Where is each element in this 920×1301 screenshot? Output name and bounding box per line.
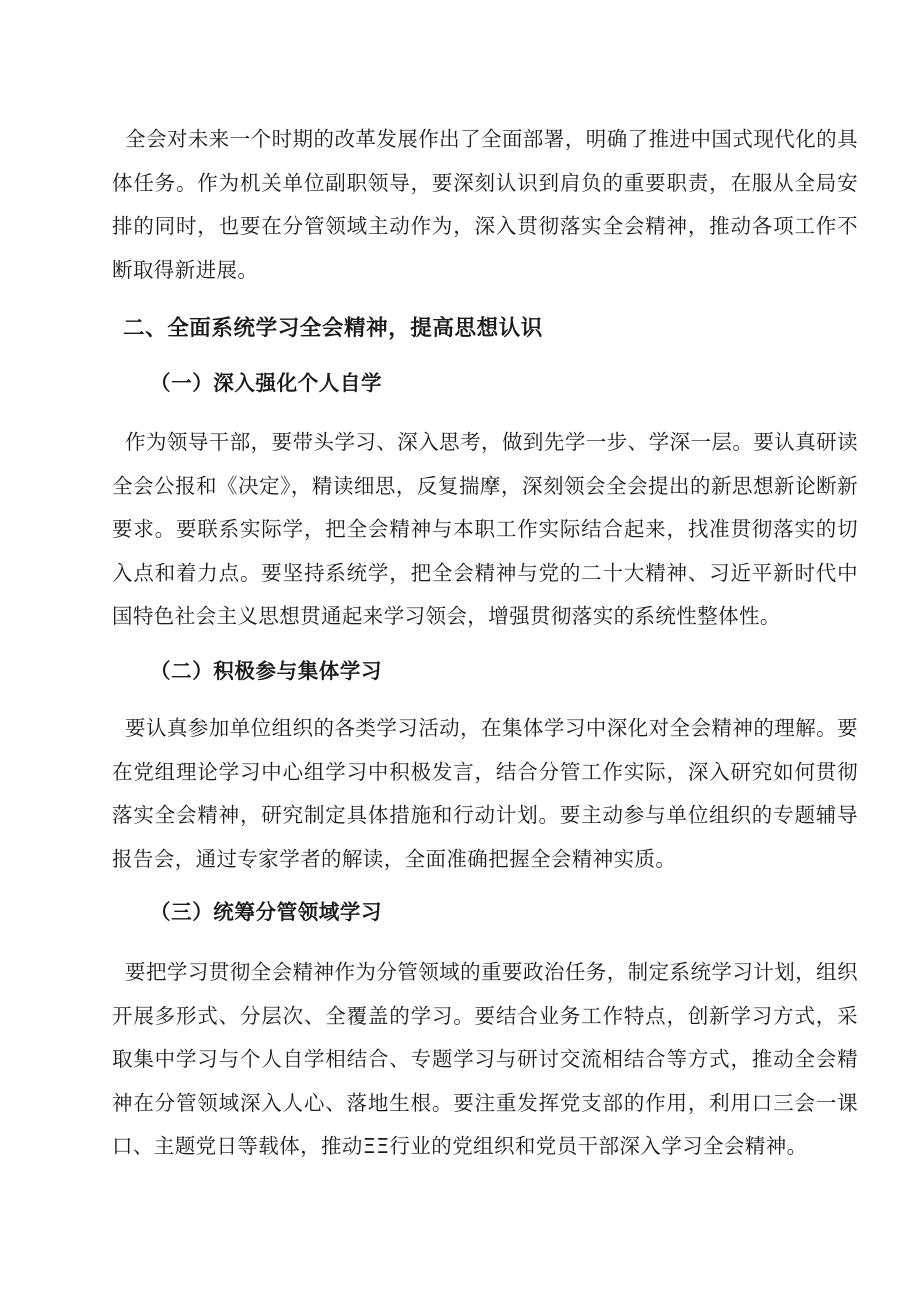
subsection-heading-2: （二）积极参与集体学习 (150, 659, 383, 683)
section-heading: 二、全面系统学习全会精神，提高思想认识 (123, 316, 543, 341)
subsection-heading-1: （一）深入强化个人自学 (150, 371, 383, 395)
intro-paragraph: 全会对未来一个时期的改革发展作出了全面部署，明确了推进中国式现代化的具体任务。作为机关单位副职领导，要深刻认识到肩负的重要职责，在服从全局安排的同时，也要在分管领域主动作为，深入贯彻落实全会精神，推动各项工作不断取得新进展。 (112, 127, 858, 282)
subsection-body-2: 要认真参加单位组织的各类学习活动，在集体学习中深化对全会精神的理解。要在党组理论学习中心组学习中积极发言，结合分管工作实际，深入研究如何贯彻落实全会精神，研究制定具体措施和行动计划。要主动参与单位组织的专题辅导报告会，通过专家学者的解读，全面准确把握全会精神实质。 (112, 716, 858, 871)
subsection-body-3: 要把学习贯彻全会精神作为分管领域的重要政治任务，制定系统学习计划，组织开展多形式、分层次、全覆盖的学习。要结合业务工作特点，创新学习方式，采取集中学习与个人自学相结合、专题学习与研讨交流相结合等方式，推动全会精神在分管领域深入人心、落地生根。要注重发挥党支部的作用，利用口三会一课口、主题党日等载体，推动ΞΞ行业的党组织和党员干部深入学习全会精神。 (112, 960, 858, 1158)
subsection-body-1: 作为领导干部，要带头学习、深入思考，做到先学一步、学深一层。要认真研读全会公报和《决定》，精读细思，反复揣摩，深刻领会全会提出的新思想新论断新要求。要联系实际学，把全会精神与本职工作实际结合起来，找准贯彻落实的切入点和着力点。要坚持系统学，把全会精神与党的二十大精神、习近平新时代中国特色社会主义思想贯通起来学习领会，增强贯彻落实的系统性整体性。 (112, 430, 858, 628)
subsection-heading-3: （三）统筹分管领域学习 (150, 900, 383, 924)
